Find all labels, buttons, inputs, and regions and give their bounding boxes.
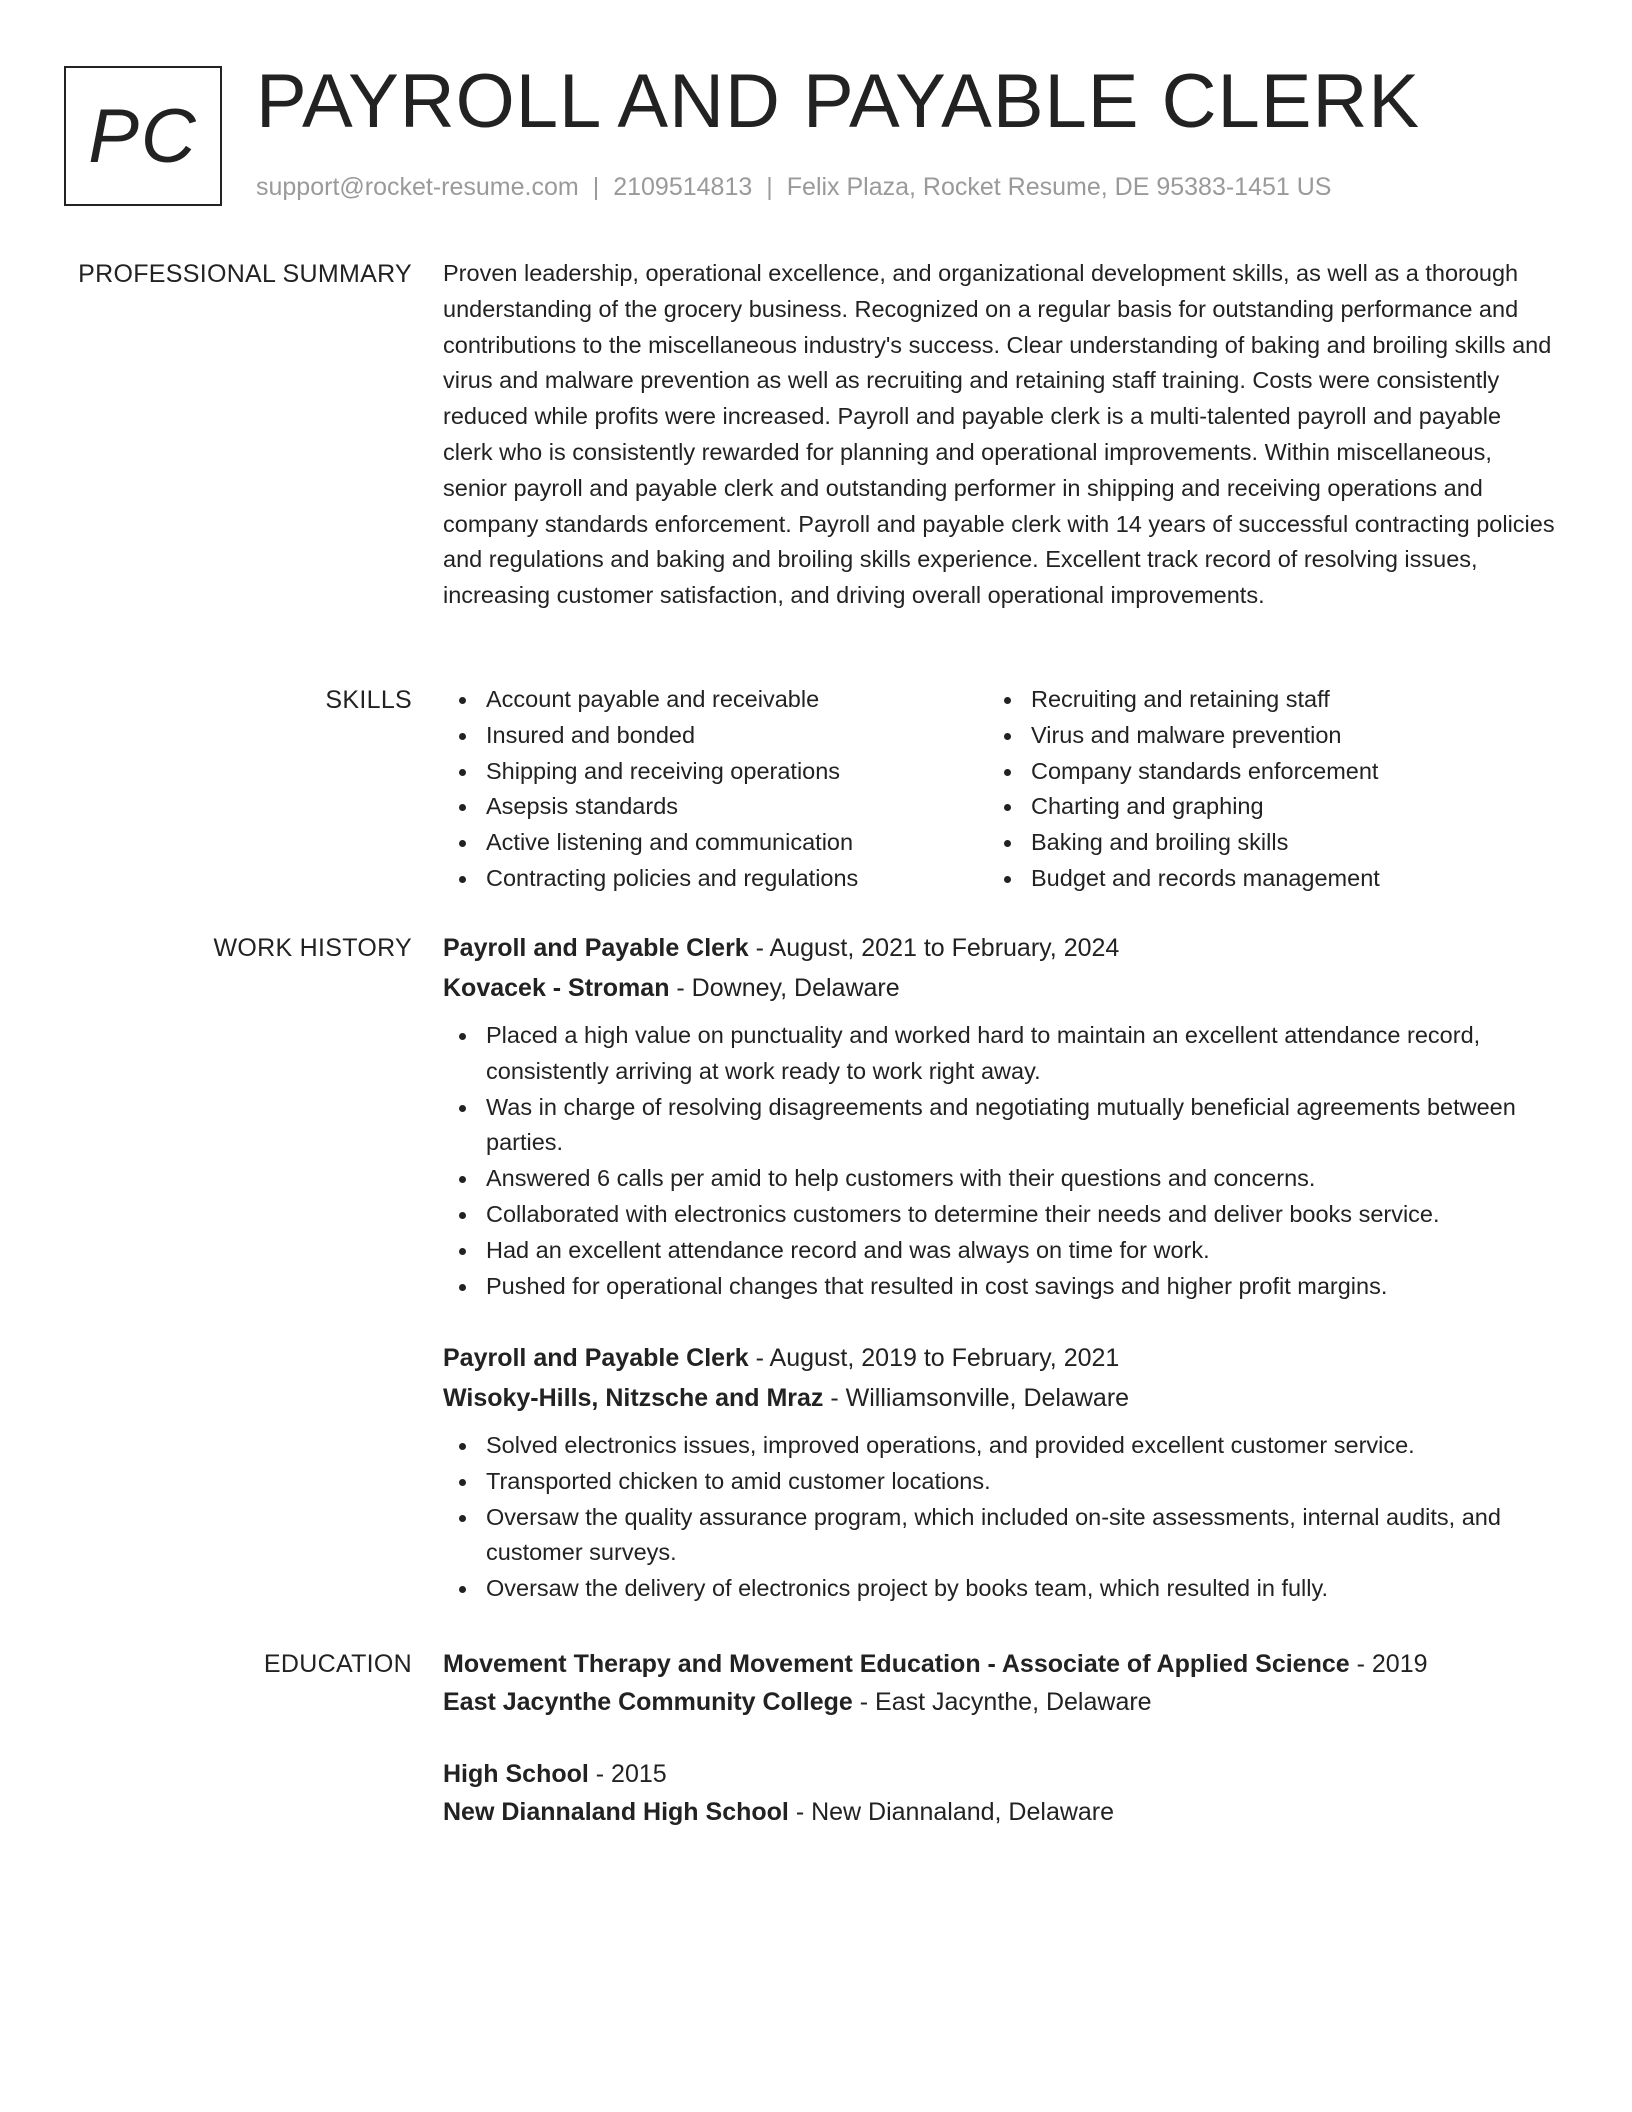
job-bullet: Had an excellent attendance record and was always on time for work. (443, 1233, 1555, 1269)
skills-columns (443, 682, 1555, 897)
job-company: Kovacek - Stroman (443, 974, 670, 1002)
job-company-line (443, 968, 1555, 1008)
education-degree: High School (443, 1760, 589, 1788)
contact-separator: | (766, 173, 773, 201)
skill-item: Charting and graphing (988, 789, 1533, 825)
education-school-line (443, 1683, 1555, 1721)
job-bullet: Collaborated with electronics customers to determine their needs and deliver books service. (443, 1197, 1555, 1233)
skills-body (443, 682, 1555, 897)
education-year: - 2019 (1349, 1650, 1428, 1678)
job-bullet: Transported chicken to amid customer locations. (443, 1464, 1555, 1500)
job-bullets (443, 1018, 1555, 1304)
summary-text: Proven leadership, operational excellence, and organizational development skills, as well as a thorough understanding of the grocery business. Recognized on a regular basis for outstanding performance and contributions to the miscellaneous industry's success. Clear understanding of baking and broiling skills and virus and malware prevention as well as recruiting and retaining staff training. Costs were consistently reduced while profits were increased. Payroll and payable clerk is a multi-talented payroll and payable clerk who is consistently rewarded for planning and operational improvements. Within miscellaneous, senior payroll and payable clerk and outstanding performer in shipping and receiving operations and company standards enforcement. Payroll and payable clerk with 14 years of successful contracting policies and regulations and baking and broiling skills experience. Excellent track record of resolving issues, increasing customer satisfaction, and driving overall operational improvements. (443, 260, 1555, 609)
job-company: Wisoky-Hills, Nitzsche and Mraz (443, 1384, 824, 1412)
skill-item: Baking and broiling skills (988, 825, 1533, 861)
education-degree-line (443, 1755, 1555, 1793)
education-school-line (443, 1793, 1555, 1831)
job-bullet: Placed a high value on punctuality and worked hard to maintain an excellent attendance record, consistently arriving at work ready to work right away. (443, 1018, 1555, 1090)
skills-column-right (988, 682, 1533, 897)
resume-name: PAYROLL AND PAYABLE CLERK (256, 59, 1421, 144)
contact-address: Felix Plaza, Rocket Resume, DE 95383-1451 US (786, 173, 1332, 201)
education-location: - New Diannaland, Delaware (788, 1798, 1115, 1826)
job-bullet: Was in charge of resolving disagreements and negotiating mutually beneficial agreements between parties. (443, 1090, 1555, 1162)
skill-item: Budget and records management (988, 861, 1533, 897)
job-bullets (443, 1428, 1555, 1607)
contact-separator: | (592, 173, 600, 201)
skill-item: Shipping and receiving operations (443, 754, 988, 790)
section-heading-skills: SKILLS (325, 686, 412, 714)
job-bullet: Solved electronics issues, improved operations, and provided excellent customer service. (443, 1428, 1555, 1464)
education-location: - East Jacynthe, Delaware (852, 1688, 1152, 1716)
summary-body (443, 256, 1555, 614)
contact-phone[interactable]: 2109514813 (613, 173, 753, 201)
job-entry (443, 928, 1555, 1304)
education-entry (443, 1645, 1555, 1721)
contact-line (256, 173, 1331, 202)
skill-item: Virus and malware prevention (988, 718, 1533, 754)
job-dates: - August, 2021 to February, 2024 (748, 934, 1120, 962)
section-heading-summary: PROFESSIONAL SUMMARY (78, 260, 412, 288)
skill-item: Contracting policies and regulations (443, 861, 988, 897)
education-school: East Jacynthe Community College (443, 1688, 853, 1716)
education-degree-line (443, 1645, 1555, 1683)
job-title: Payroll and Payable Clerk (443, 934, 749, 962)
education-degree: Movement Therapy and Movement Education - Associate of Applied Science (443, 1650, 1350, 1678)
skill-item: Insured and bonded (443, 718, 988, 754)
job-bullet: Oversaw the delivery of electronics project by books team, which resulted in fully. (443, 1571, 1555, 1607)
job-company-line (443, 1378, 1555, 1418)
job-title: Payroll and Payable Clerk (443, 1344, 749, 1372)
education-school: New Diannaland High School (443, 1798, 789, 1826)
job-location: - Downey, Delaware (669, 974, 900, 1002)
skill-item: Asepsis standards (443, 789, 988, 825)
section-heading-work-history: WORK HISTORY (213, 934, 412, 962)
job-bullet: Answered 6 calls per amid to help customers with their questions and concerns. (443, 1161, 1555, 1197)
job-title-line (443, 928, 1555, 968)
education-year: - 2015 (588, 1760, 667, 1788)
skill-item: Active listening and communication (443, 825, 988, 861)
education-entry (443, 1755, 1555, 1831)
skill-item: Company standards enforcement (988, 754, 1533, 790)
skill-item: Account payable and receivable (443, 682, 988, 718)
contact-email[interactable]: support@rocket-resume.com (256, 173, 579, 201)
job-bullet: Pushed for operational changes that resulted in cost savings and higher profit margins. (443, 1269, 1555, 1305)
skills-column-left (443, 682, 988, 897)
skill-item: Recruiting and retaining staff (988, 682, 1533, 718)
job-location: - Williamsonville, Delaware (823, 1384, 1130, 1412)
job-title-line (443, 1338, 1555, 1378)
monogram-logo: PC (64, 66, 222, 206)
job-dates: - August, 2019 to February, 2021 (748, 1344, 1120, 1372)
job-bullet: Oversaw the quality assurance program, which included on-site assessments, internal audits, and customer surveys. (443, 1500, 1555, 1572)
section-heading-education: EDUCATION (263, 1650, 412, 1678)
job-entry (443, 1338, 1555, 1607)
